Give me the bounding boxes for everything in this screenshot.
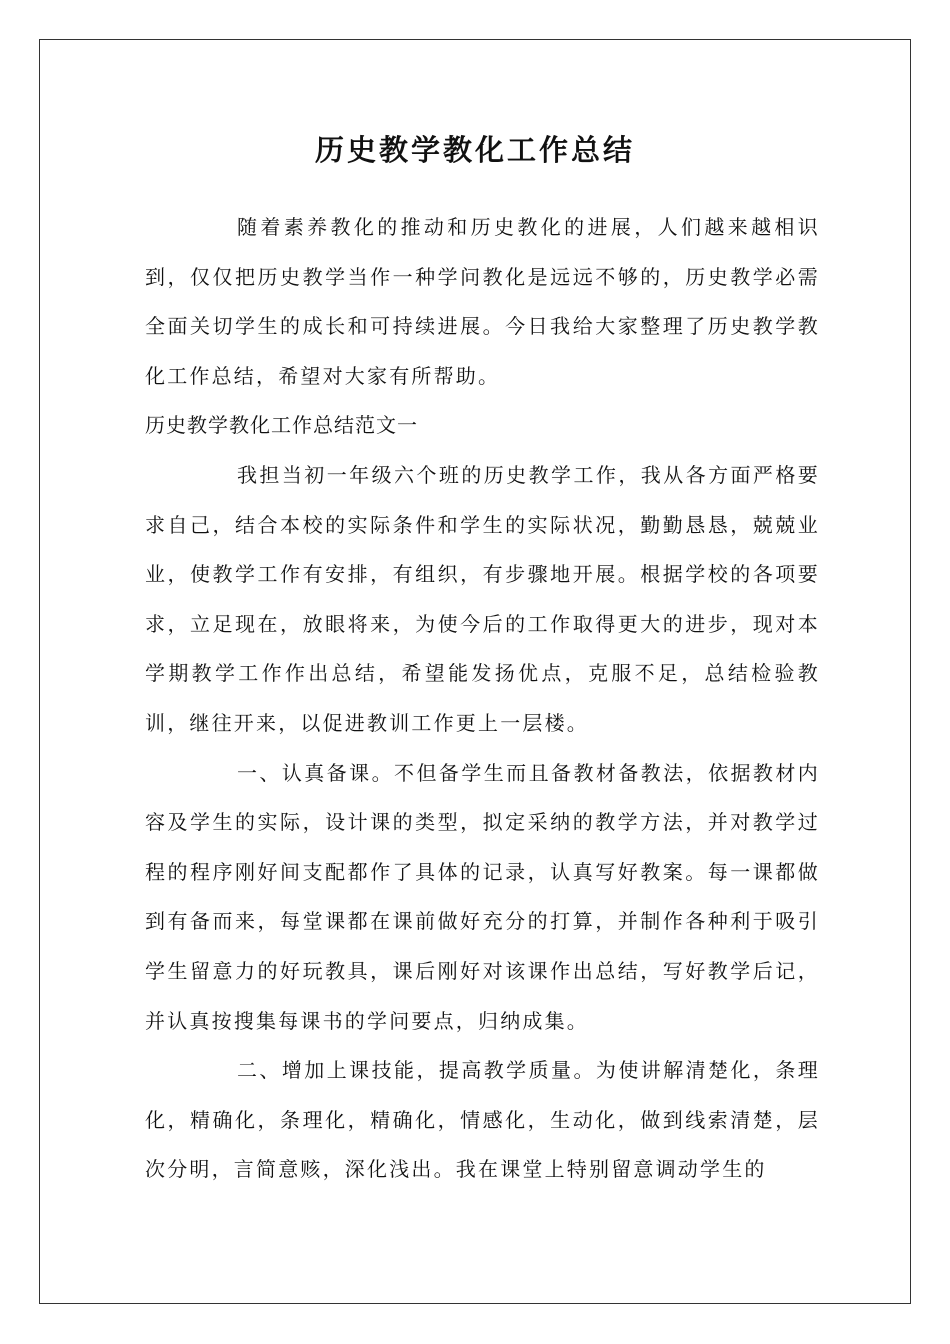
intro-paragraph: 随着素养教化的推动和历史教化的进展，人们越来越相识到，仅仅把历史教学当作一种学问教化是远远不够的，历史教学必需全面关切学生的成长和可持续进展。今日我给大家整理了历史教学教化工作总结，希望对大家有所帮助。: [145, 215, 820, 388]
document-body: [145, 203, 820, 1195]
document-title: 历史教学教化工作总结: [314, 133, 635, 167]
section-heading: 历史教学教化工作总结范文一: [145, 413, 418, 438]
body-paragraph-1: 我担当初一年级六个班的历史教学工作，我从各方面严格要求自己，结合本校的实际条件和学生的实际状况，勤勤恳恳，兢兢业业，使教学工作有安排，有组织，有步骤地开展。根据学校的各项要求，立足现在，放眼将来，为使今后的工作取得更大的进步，现对本学期教学工作作出总结，希望能发扬优点，克服不足，总结检验教训，继往开来，以促进教训工作更上一层楼。: [145, 462, 820, 735]
body-paragraph-2: 一、认真备课。不但备学生而且备教材备教法，依据教材内容及学生的实际，设计课的类型，拟定采纳的教学方法，并对教学过程的程序刚好间支配都作了具体的记录，认真写好教案。每一课都做到有备而来，每堂课都在课前做好充分的打算，并制作各种利于吸引学生留意力的好玩教具，课后刚好对该课作出总结，写好教学后记，并认真按搜集每课书的学问要点，归纳成集。: [145, 760, 820, 1033]
body-paragraph-3: 二、增加上课技能，提高教学质量。为使讲解清楚化，条理化，精确化，条理化，精确化，情感化，生动化，做到线索清楚，层次分明，言简意赅，深化浅出。我在课堂上特别留意调动学生的: [145, 1058, 820, 1182]
